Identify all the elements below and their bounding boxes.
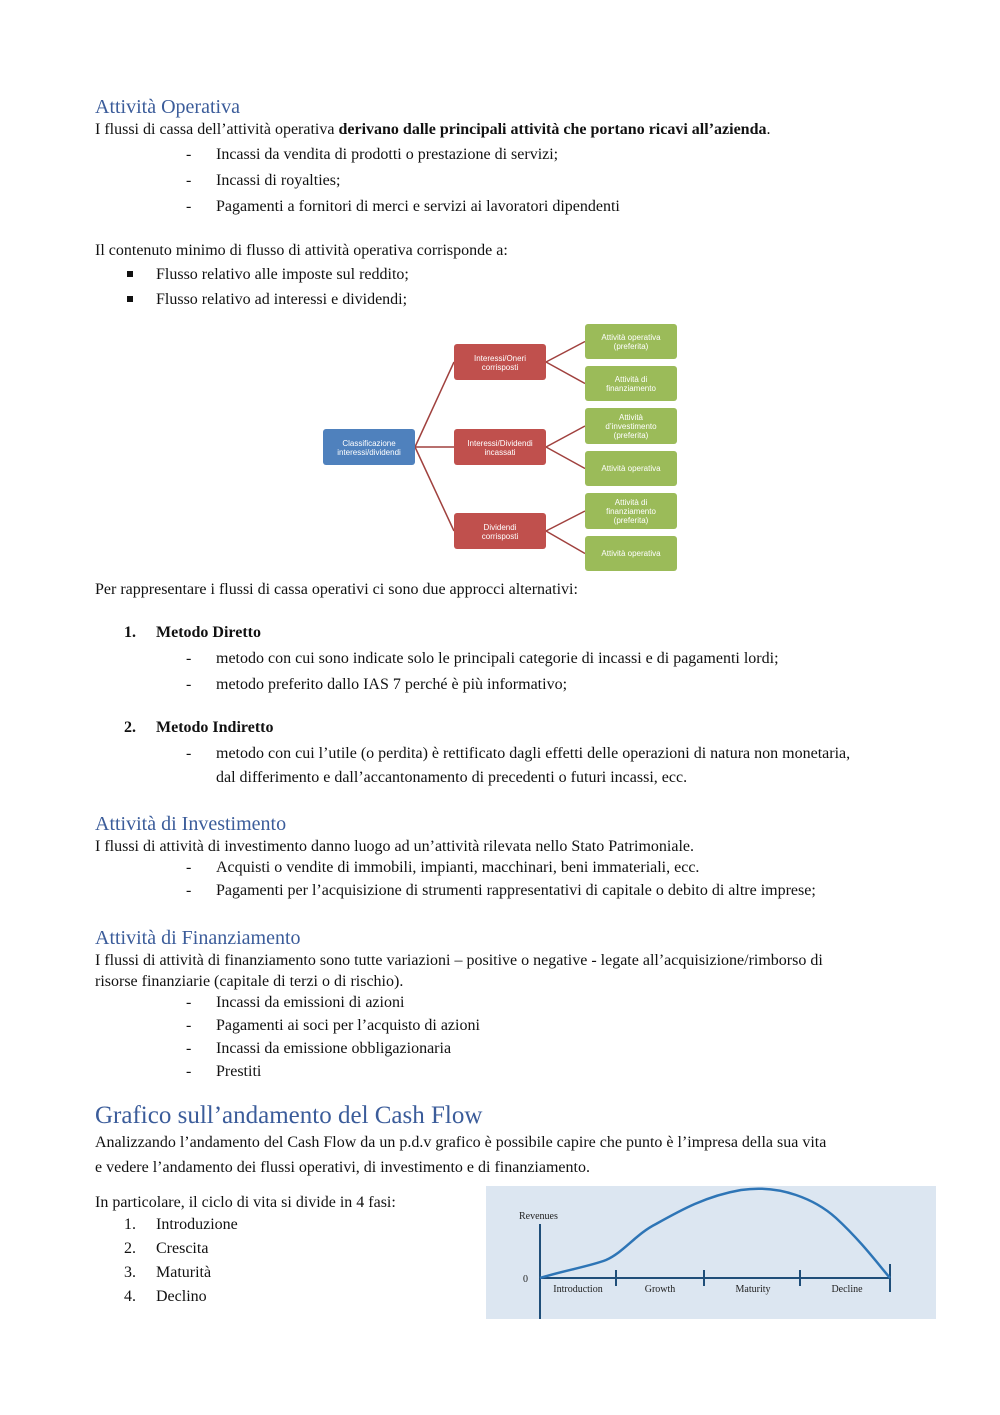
diagram-leaf-node xyxy=(585,493,677,529)
leaf-node-label: Attività operativa xyxy=(601,464,661,473)
leaf-node-label: Attività xyxy=(618,413,644,422)
method-number: 1. xyxy=(124,624,136,641)
finanziamento-intro: I flussi di attività di finanziamento sono tutte variazioni – positive o negative - legate all’acquisizione/rimborso di xyxy=(95,952,823,969)
diagram-branch-node xyxy=(454,344,546,380)
branch-node-label: Interessi/Oneri xyxy=(473,354,527,363)
diagram-connector xyxy=(546,447,585,469)
classification-diagram xyxy=(0,0,1000,600)
list-item-text: metodo preferito dallo IAS 7 perché è più informativo; xyxy=(216,676,568,693)
bullet-dash: - xyxy=(186,172,192,189)
bullet-dash: - xyxy=(186,146,192,163)
phase-label: Growth xyxy=(644,1284,676,1295)
diagram-connector xyxy=(546,531,585,554)
diagram-connector xyxy=(546,362,585,384)
phase-label: Maturità xyxy=(156,1264,212,1281)
branch-node-label: Dividendi xyxy=(483,523,517,532)
list-item-text: Acquisti o vendite di immobili, impianti, macchinari, beni immateriali, ecc. xyxy=(216,859,700,876)
diagram-leaf-node xyxy=(585,536,677,571)
diagram-nodes xyxy=(323,324,677,571)
phase-number: 2. xyxy=(124,1240,136,1257)
list-item xyxy=(0,650,1000,670)
bullet-dash: - xyxy=(186,1017,192,1034)
grafico-intro: e vedere l’andamento dei flussi operativi, di investimento e di finanziamento. xyxy=(95,1159,590,1176)
phase-label: Decline xyxy=(831,1284,863,1295)
phase-label: Maturity xyxy=(735,1284,771,1295)
list-item xyxy=(0,1240,460,1260)
leaf-node-label: Attività operativa xyxy=(601,549,661,558)
operativa-intro-bold: derivano dalle principali attività che portano ricavi all’azienda xyxy=(338,121,767,138)
section-title-operativa: Attività Operativa xyxy=(95,96,240,118)
diagram-branch-node xyxy=(454,513,546,549)
diagram-connector xyxy=(546,511,585,531)
operativa-intro-post: . xyxy=(766,121,771,138)
list-item-text: Prestiti xyxy=(216,1063,262,1080)
list-item-text: metodo con cui l’utile (o perdita) è rettificato dagli effetti delle operazioni di natura non monetaria, xyxy=(216,745,851,762)
list-item xyxy=(0,1040,1000,1060)
method-number: 2. xyxy=(124,719,136,736)
phase-label: Crescita xyxy=(156,1240,209,1257)
diagram-connector xyxy=(546,426,585,447)
grafico-intro: Analizzando l’andamento del Cash Flow da un p.d.v grafico è possibile capire che punto è l’impresa della sua vita xyxy=(95,1134,827,1151)
list-item-text: Incassi da emissione obbligazionaria xyxy=(216,1040,452,1057)
bullet-dash: - xyxy=(186,994,192,1011)
phase-number: 3. xyxy=(124,1264,136,1281)
zero-label: 0 xyxy=(523,1274,528,1285)
methods-intro: Per rappresentare i flussi di cassa operativi ci sono due approcci alternativi: xyxy=(95,581,578,598)
method-title: Metodo Diretto xyxy=(156,624,261,641)
root-node-label: interessi/dividendi xyxy=(337,448,401,457)
bullet-dash: - xyxy=(186,676,192,693)
list-item-text: Pagamenti a fornitori di merci e servizi ai lavoratori dipendenti xyxy=(216,198,620,215)
list-item xyxy=(0,1264,460,1284)
bullet-dash: - xyxy=(186,1063,192,1080)
list-item xyxy=(0,676,1000,696)
branch-node-label: corrisposti xyxy=(481,363,519,372)
diagram-leaf-node xyxy=(585,366,677,401)
list-item xyxy=(0,1288,460,1308)
leaf-node-label: (preferita) xyxy=(613,431,649,440)
list-item-text: dal differimento e dall’accantonamento di precedenti o futuri incassi, ecc. xyxy=(216,769,688,786)
method-heading xyxy=(0,624,1000,644)
phase-number: 4. xyxy=(124,1288,136,1305)
diagram-leaf-node xyxy=(585,451,677,486)
list-item xyxy=(0,1216,460,1236)
list-item-text: Pagamenti ai soci per l’acquisto di azioni xyxy=(216,1017,480,1034)
investimento-intro: I flussi di attività di investimento danno luogo ad un’attività rilevata nello Stato Patrimoniale. xyxy=(95,838,694,855)
diagram-connector xyxy=(415,362,454,447)
leaf-node-label: finanziamento xyxy=(606,507,656,516)
bullet-dash: - xyxy=(186,650,192,667)
section-title-grafico: Grafico sull’andamento del Cash Flow xyxy=(95,1102,483,1129)
branch-node-label: incassati xyxy=(484,448,516,457)
leaf-node-label: (preferita) xyxy=(613,342,649,351)
bullet-dash: - xyxy=(186,859,192,876)
list-item xyxy=(0,994,1000,1014)
leaf-node-label: Attività di xyxy=(614,375,648,384)
list-item xyxy=(0,1017,1000,1037)
leaf-node-label: Attività di xyxy=(614,498,648,507)
root-node-label: Classificazione xyxy=(342,439,396,448)
list-item-text: Incassi di royalties; xyxy=(216,172,341,189)
list-item-text: Flusso relativo ad interessi e dividendi; xyxy=(156,291,408,308)
phase-label: Introduction xyxy=(553,1284,603,1295)
section-title-investimento: Attività di Investimento xyxy=(95,813,287,835)
phase-label: Declino xyxy=(156,1288,207,1305)
method-title: Metodo Indiretto xyxy=(156,719,274,736)
diagram-branch-node xyxy=(454,429,546,465)
bullet-dash: - xyxy=(186,198,192,215)
list-item xyxy=(0,1063,1000,1083)
diagram-connector xyxy=(546,342,585,363)
y-axis-label: Revenues xyxy=(519,1211,558,1222)
list-item-text: Incassi da vendita di prodotti o prestazione di servizi; xyxy=(216,146,559,163)
lifecycle-chart xyxy=(486,1186,936,1319)
diagram-root-node xyxy=(323,429,415,465)
bullet-dash: - xyxy=(186,1040,192,1057)
phases-intro: In particolare, il ciclo di vita si divide in 4 fasi: xyxy=(95,1194,396,1211)
bullet-dash: - xyxy=(186,745,192,762)
branch-node-label: Interessi/Dividendi xyxy=(467,439,533,448)
list-item-text: Pagamenti per l’acquisizione di strumenti rappresentativi di capitale o debito di altre imprese; xyxy=(216,882,816,899)
method-heading xyxy=(0,719,1000,739)
list-item-text: metodo con cui sono indicate solo le principali categorie di incassi e di pagamenti lordi; xyxy=(216,650,779,667)
leaf-node-label: d’investimento xyxy=(605,422,657,431)
phase-number: 1. xyxy=(124,1216,136,1233)
leaf-node-label: finanziamento xyxy=(606,384,656,393)
min-content-intro: Il contenuto minimo di flusso di attività operativa corrisponde a: xyxy=(95,242,508,259)
section-title-finanziamento: Attività di Finanziamento xyxy=(95,927,301,949)
list-item xyxy=(0,882,1000,902)
phase-label: Introduzione xyxy=(156,1216,238,1233)
diagram-leaf-node xyxy=(585,408,677,444)
leaf-node-label: (preferita) xyxy=(613,516,649,525)
diagram-connector xyxy=(415,447,454,531)
diagram-leaf-node xyxy=(585,324,677,359)
list-item xyxy=(0,745,1000,791)
operativa-intro-pre: I flussi di cassa dell’attività operativa xyxy=(95,121,339,138)
list-item xyxy=(0,859,1000,879)
finanziamento-intro: risorse finanziarie (capitale di terzi o di rischio). xyxy=(95,973,404,990)
branch-node-label: corrisposti xyxy=(481,532,519,541)
list-item-text: Incassi da emissioni di azioni xyxy=(216,994,405,1011)
leaf-node-label: Attività operativa xyxy=(601,333,661,342)
list-item-text: Flusso relativo alle imposte sul reddito; xyxy=(156,266,409,283)
bullet-dash: - xyxy=(186,882,192,899)
